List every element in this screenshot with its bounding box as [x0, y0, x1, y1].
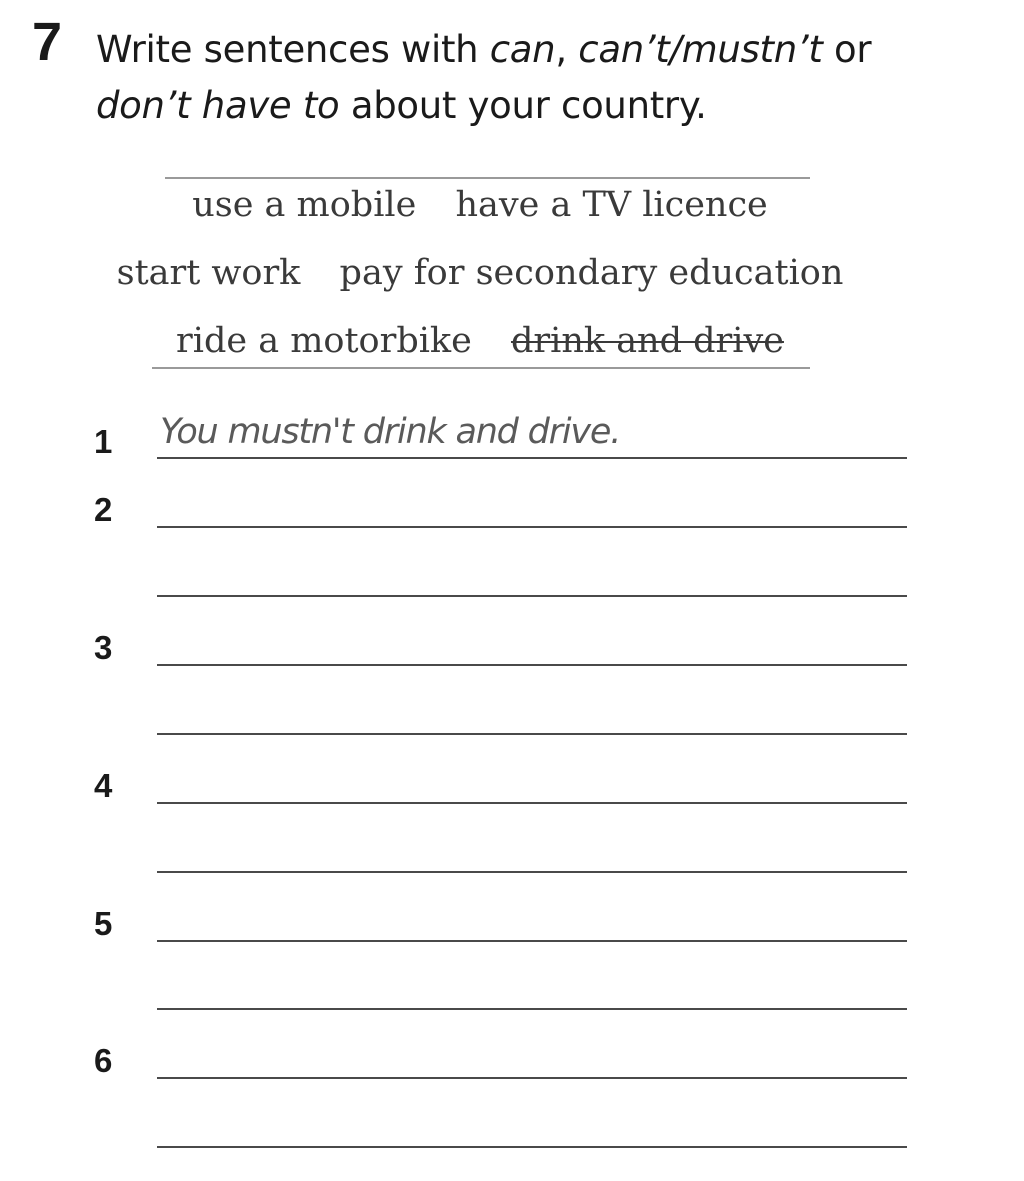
answer-line-3b[interactable] — [157, 733, 907, 735]
instruction-comma: , — [555, 28, 579, 71]
word-pay-for-secondary-education: pay for secondary education — [339, 253, 844, 293]
exercise-number: 7 — [32, 12, 63, 72]
item-number-6: 6 — [94, 1042, 113, 1079]
instruction-can: can — [489, 28, 556, 71]
answer-line-4a[interactable] — [157, 802, 907, 804]
instruction-dont-have-to: don’t have to — [96, 84, 340, 127]
word-row-1 — [100, 183, 860, 227]
word-have-a-tv-licence: have a TV licence — [455, 185, 768, 225]
answer-line-1[interactable] — [157, 457, 907, 459]
instruction-or: or — [822, 28, 872, 71]
word-ride-a-motorbike: ride a motorbike — [176, 321, 472, 361]
example-answer: You mustn't drink and drive. — [160, 412, 621, 452]
word-start-work: start work — [116, 253, 301, 293]
item-number-3: 3 — [94, 629, 113, 666]
word-box-top-rule — [165, 177, 810, 179]
word-row-3 — [100, 319, 860, 363]
answer-line-6a[interactable] — [157, 1077, 907, 1079]
instruction-text-2: about your country. — [339, 84, 707, 127]
answer-line-2b[interactable] — [157, 595, 907, 597]
item-number-2: 2 — [94, 491, 113, 528]
answer-line-2a[interactable] — [157, 526, 907, 528]
instruction-cant-mustnt: can’t/mustn’t — [578, 28, 823, 71]
word-use-a-mobile: use a mobile — [192, 185, 417, 225]
word-row-2 — [100, 251, 860, 295]
answer-line-6b[interactable] — [157, 1146, 907, 1148]
answer-line-5a[interactable] — [157, 940, 907, 942]
item-number-4: 4 — [94, 767, 113, 804]
word-box — [110, 165, 870, 375]
word-drink-and-drive-struck: drink and drive — [510, 321, 784, 361]
answer-line-4b[interactable] — [157, 871, 907, 873]
exercise-instruction — [96, 22, 976, 134]
item-number-5: 5 — [94, 905, 113, 942]
item-number-1: 1 — [94, 423, 113, 460]
answer-line-5b[interactable] — [157, 1008, 907, 1010]
word-box-bottom-rule — [152, 367, 810, 369]
instruction-text-1: Write sentences with — [96, 28, 490, 71]
answer-line-3a[interactable] — [157, 664, 907, 666]
